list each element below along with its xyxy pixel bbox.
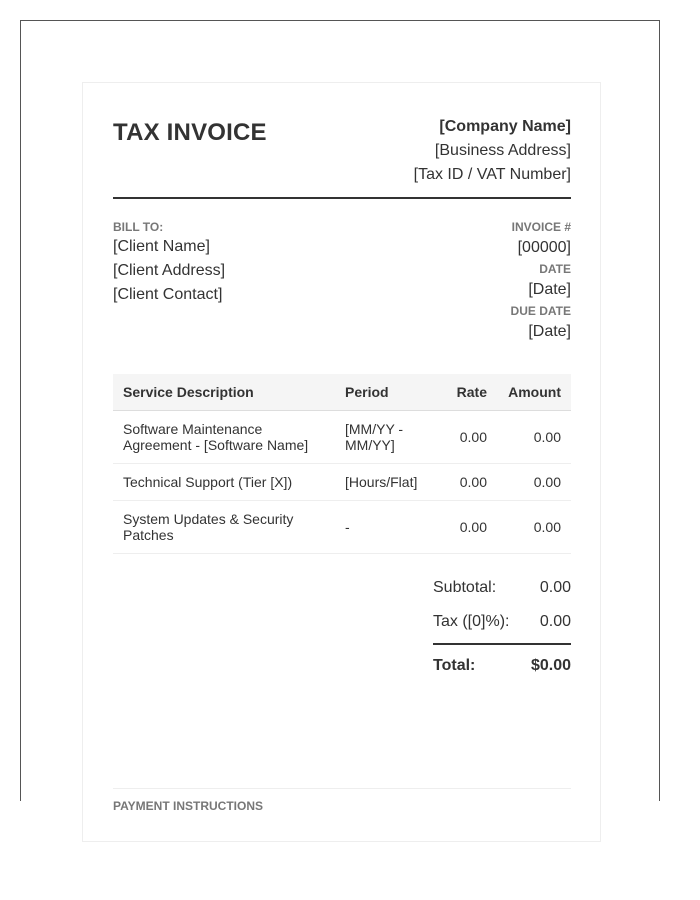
client-address: [Client Address] xyxy=(113,262,226,279)
row-period: - xyxy=(335,501,433,554)
client-contact: [Client Contact] xyxy=(113,286,223,303)
header-period: Period xyxy=(335,374,433,411)
header-amount: Amount xyxy=(497,374,571,411)
invoice-number-label: INVOICE # xyxy=(511,220,571,234)
totals-block xyxy=(433,571,571,683)
bill-to-block xyxy=(113,219,225,307)
invoice-sheet xyxy=(82,82,601,842)
tax-label: Tax ([0]%): xyxy=(433,613,510,630)
footer-divider xyxy=(113,788,571,789)
subtotal-label: Subtotal: xyxy=(433,579,497,596)
row-amount: 0.00 xyxy=(497,501,571,554)
header-service-description: Service Description xyxy=(113,374,335,411)
invoice-header xyxy=(113,113,571,199)
invoice-title: TAX INVOICE xyxy=(113,119,267,146)
row-amount: 0.00 xyxy=(497,464,571,501)
row-description: System Updates & Security Patches xyxy=(113,501,335,554)
row-description: Software Maintenance Agreement - [Software Name] xyxy=(113,411,335,464)
client-name: [Client Name] xyxy=(113,238,210,255)
invoice-date: [Date] xyxy=(528,281,571,298)
company-name: [Company Name] xyxy=(439,118,571,135)
row-rate: 0.00 xyxy=(433,501,497,554)
bill-to-label: BILL TO: xyxy=(113,220,164,234)
table-header-row xyxy=(113,374,571,411)
table-row xyxy=(113,464,571,501)
due-date-label: DUE DATE xyxy=(510,304,571,318)
company-info xyxy=(414,115,571,187)
row-rate: 0.00 xyxy=(433,464,497,501)
row-amount: 0.00 xyxy=(497,411,571,464)
tax-value: 0.00 xyxy=(539,613,571,630)
total-label: Total: xyxy=(433,657,476,674)
date-label: DATE xyxy=(539,262,571,276)
row-description: Technical Support (Tier [X]) xyxy=(113,464,335,501)
table-row xyxy=(113,411,571,464)
invoice-meta xyxy=(511,219,571,345)
tax-id: [Tax ID / VAT Number] xyxy=(413,166,571,183)
subtotal-value: 0.00 xyxy=(539,579,571,596)
tax-row xyxy=(433,605,571,639)
header-rate: Rate xyxy=(433,374,497,411)
invoice-number: [00000] xyxy=(517,239,571,256)
due-date: [Date] xyxy=(528,323,571,340)
business-address: [Business Address] xyxy=(434,142,571,159)
row-period: [MM/YY - MM/YY] xyxy=(335,411,433,464)
payment-instructions-label: PAYMENT INSTRUCTIONS xyxy=(113,799,264,813)
row-rate: 0.00 xyxy=(433,411,497,464)
line-items-table xyxy=(113,374,571,554)
billing-section xyxy=(113,219,571,349)
row-period: [Hours/Flat] xyxy=(335,464,433,501)
total-row xyxy=(433,643,571,683)
total-value: $0.00 xyxy=(530,657,571,674)
table-row xyxy=(113,501,571,554)
document-viewport[interactable] xyxy=(20,20,660,813)
subtotal-row xyxy=(433,571,571,605)
